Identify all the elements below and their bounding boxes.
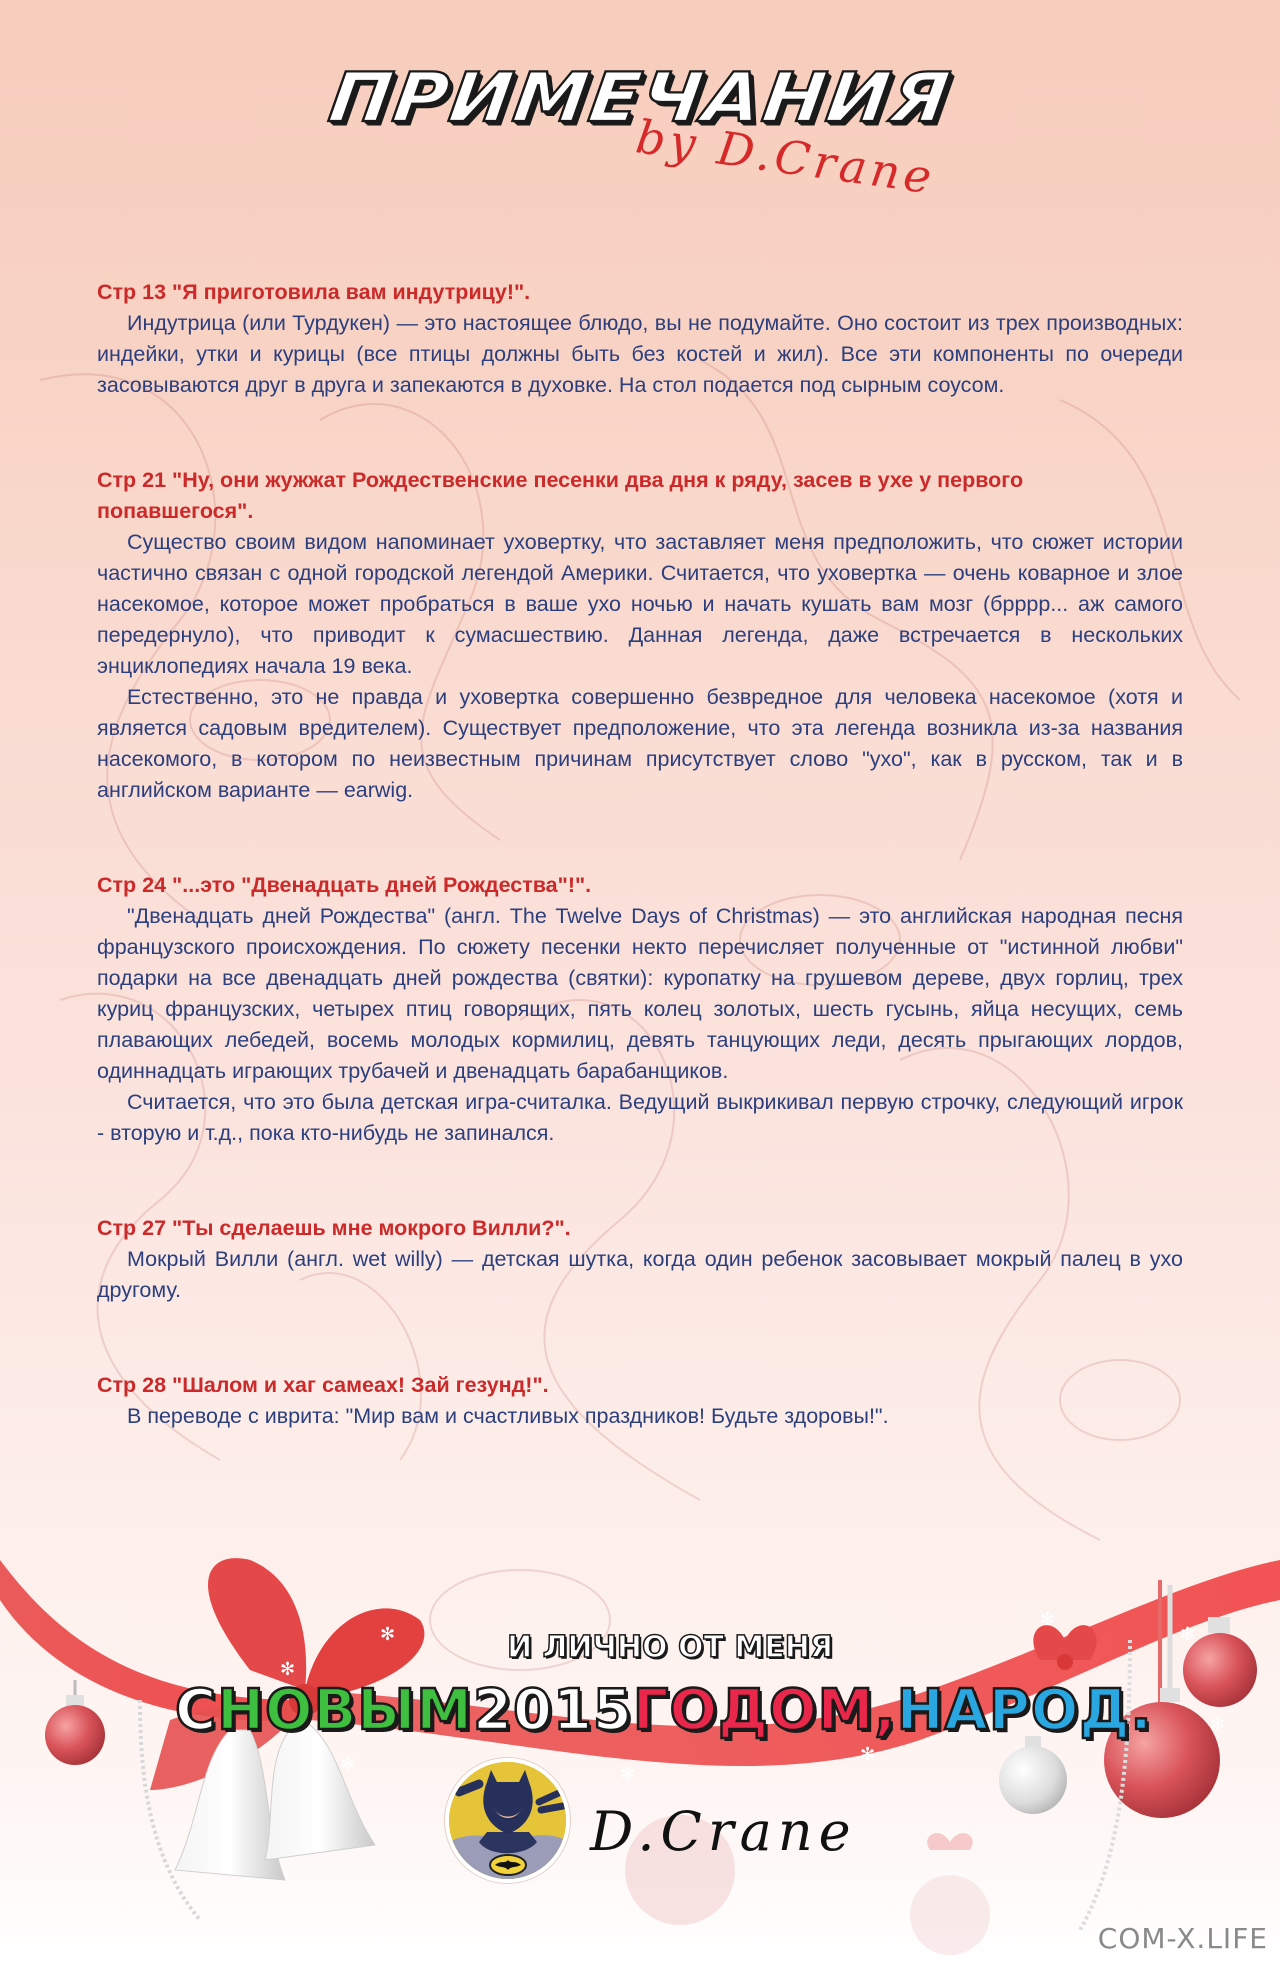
note-paragraph: "Двенадцать дней Рождества" (англ. The Twelve Days of Christmas) — это английская народная песня французского происхождения. По сюжету песенки некто перечисляет полученные от "истинной любви" подарки на все двенадцать дней рождества (святки): куропатку на грушевом дереве, двух горлиц, трех куриц французских, четырех птиц говорящих, пять колец золотых, шесть гусынь, яйца несущих, семь плавающих лебедей, восемь молодых кормилиц, девять танцующих леди, десять прыгающих лордов, одиннадцать играющих трубачей и двенадцать барабанщиков. [97, 904, 1183, 1083]
site-watermark: COM-X.LIFE [1097, 1922, 1268, 1955]
note-paragraph: Естественно, это не правда и уховертка совершенно безвредное для человека насекомое (хотя и является садовым вредителем). Существует предположение, что эта легенда возникла из-за названия насекомого, в котором по неизвестным причинам присутствует слово "ухо", как в русском, так и в английском варианте — earwig. [97, 685, 1183, 802]
greeting-word: ГОДОМ, [632, 1678, 897, 1743]
note-page-27 [97, 1213, 1183, 1306]
svg-text:✻: ✻ [1040, 1609, 1056, 1630]
svg-text:✻: ✻ [380, 1624, 396, 1645]
page-title: ПРИМЕЧАНИЯ [324, 58, 956, 138]
notes-list [97, 277, 1183, 1496]
note-page-28 [97, 1370, 1183, 1432]
svg-text:✻: ✻ [340, 1754, 356, 1775]
note-paragraph: В переводе с иврита: "Мир вам и счастливых праздников! Будьте здоровы!". [127, 1404, 889, 1428]
note-page-13 [97, 277, 1183, 401]
svg-text:✻: ✻ [1180, 1624, 1196, 1645]
svg-text:✻: ✻ [1210, 1714, 1226, 1735]
greeting-word: С [175, 1678, 218, 1743]
note-heading: Стр 28 "Шалом и хаг самеах! Зай гезунд!". [97, 1373, 549, 1397]
greeting-word: 2015 [473, 1678, 633, 1743]
greeting-word: НОВЫМ [217, 1678, 474, 1743]
note-heading: Стр 24 "...это "Двенадцать дней Рождества"!". [97, 873, 592, 897]
note-heading: Стр 27 "Ты сделаешь мне мокрого Вилли?". [97, 1216, 571, 1240]
note-heading: Стр 13 "Я приготовила вам индутрицу!". [97, 280, 531, 304]
svg-text:✻: ✻ [620, 1764, 636, 1785]
greeting-headline [175, 1678, 1153, 1743]
note-page-21 [97, 465, 1183, 806]
note-paragraph: Мокрый Вилли (англ. wet willy) — детская шутка, когда один ребенок засовывает мокрый палец в ухо другому. [97, 1247, 1183, 1302]
greeting-subtitle: И ЛИЧНО ОТ МЕНЯ [507, 1630, 833, 1665]
note-heading: Стр 21 "Ну, они жужжат Рождественские песенки два дня к ряду, засев в ухе у первого попавшегося". [97, 468, 1024, 523]
svg-text:✻: ✻ [280, 1659, 296, 1680]
note-paragraph: Индутрица (или Турдукен) — это настоящее блюдо, вы не подумайте. Оно состоит из трех производных: индейки, утки и курицы (все птицы должны быть без костей и жил). Все эти компоненты по очереди засовываются друг в друга и запекаются в духовке. На стол подается под сырным соусом. [97, 311, 1183, 397]
note-paragraph: Существо своим видом напоминает уховертку, что заставляет меня предположить, что сюжет истории частично связан с одной городской легендой Америки. Считается, что уховертка — очень коварное и злое насекомое, которое может пробраться в ваше ухо ночью и начать кушать вам мозг (брррр... аж самого передернуло), что приводит к сумасшествию. Данная легенда, даже встречается в нескольких энциклопедиях начала 19 века. [97, 530, 1183, 678]
signature: D.Crane [590, 1800, 857, 1863]
note-page-24 [97, 870, 1183, 1149]
batman-avatar-icon [445, 1758, 570, 1883]
christmas-decoration [0, 1530, 1280, 1967]
greeting-word: НАРОД. [896, 1678, 1153, 1743]
svg-text:✻: ✻ [860, 1744, 876, 1765]
note-paragraph: Считается, что это была детская игра-считалка. Ведущий выкрикивал первую строчку, следующий игрок - вторую и т.д., пока кто-нибудь не запинался. [97, 1090, 1183, 1145]
author-byline: by D.Crane [632, 109, 939, 205]
